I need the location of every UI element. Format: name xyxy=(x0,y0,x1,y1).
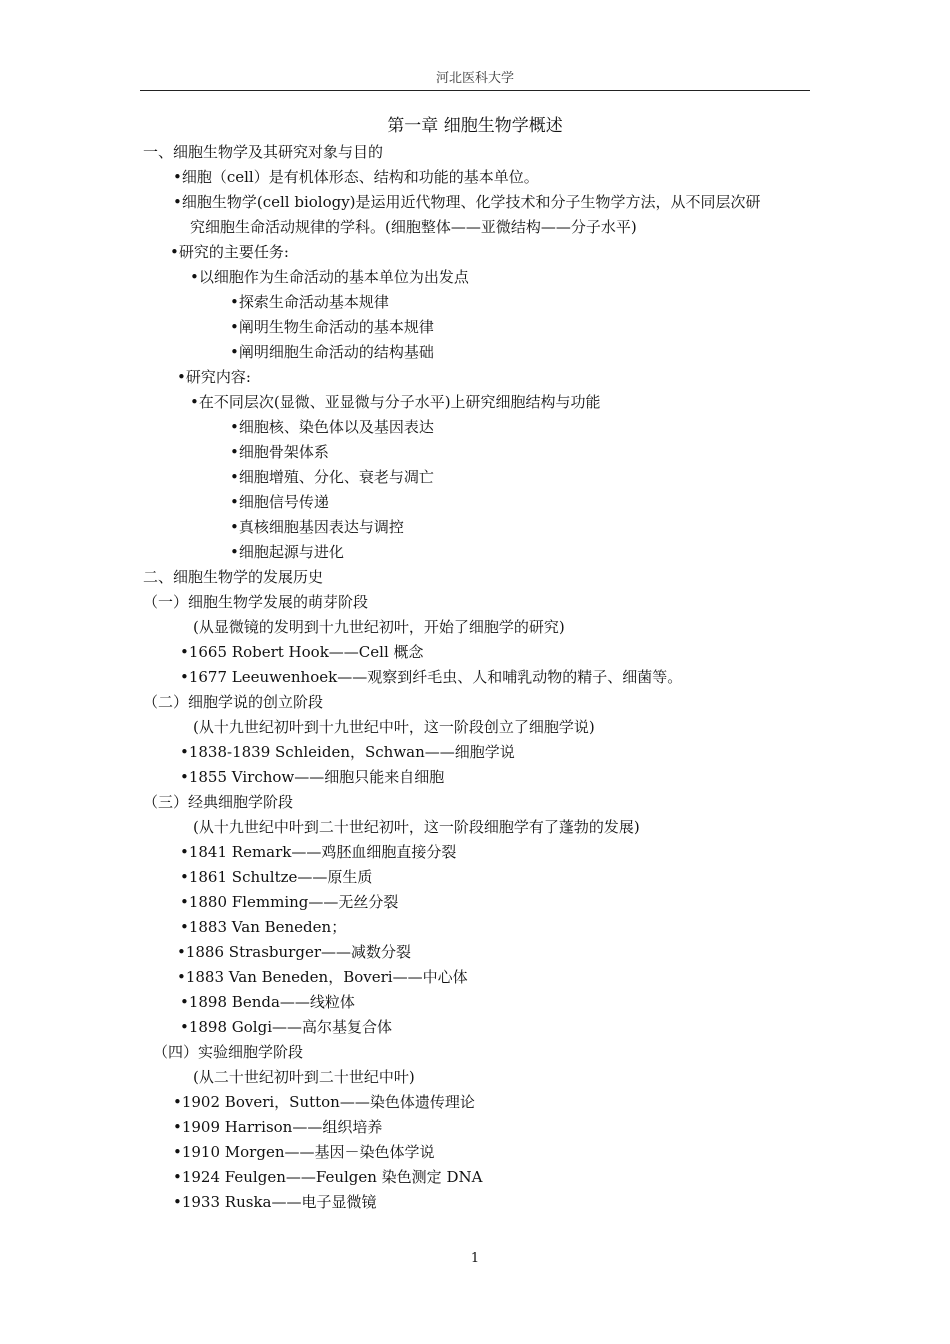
list-item: •探索生命活动基本规律 xyxy=(230,293,389,311)
phase-note: (从二十世纪初叶到二十世纪中叶) xyxy=(193,1068,415,1086)
timeline-item: •1886 Strasburger——减数分裂 xyxy=(177,943,411,961)
timeline-item: •1841 Remark——鸡胚血细胞直接分裂 xyxy=(180,843,457,861)
timeline-item: •1898 Benda——线粒体 xyxy=(180,993,355,1011)
timeline-item: •1861 Schultze——原生质 xyxy=(180,868,373,886)
chapter-title: 第一章 细胞生物学概述 xyxy=(387,116,563,136)
list-item: •细胞骨架体系 xyxy=(230,443,329,461)
timeline-item: •1898 Golgi——高尔基复合体 xyxy=(180,1018,393,1036)
page-header xyxy=(140,70,810,91)
phase-note: (从十九世纪初叶到十九世纪中叶，这一阶段创立了细胞学说) xyxy=(193,718,595,736)
tasks-label: •研究的主要任务: xyxy=(170,243,289,261)
timeline-item: •1902 Boveri，Sutton——染色体遗传理论 xyxy=(173,1093,475,1111)
timeline-item: •1883 Van Beneden； xyxy=(180,918,347,936)
list-item: •阐明生物生命活动的基本规律 xyxy=(230,318,434,336)
timeline-item: •1677 Leeuwenhoek——观察到纤毛虫、人和哺乳动物的精子、细菌等。 xyxy=(180,668,683,686)
timeline-item: •1883 Van Beneden，Boveri——中心体 xyxy=(177,968,468,986)
content-label: •研究内容: xyxy=(177,368,251,386)
timeline-item: •1665 Robert Hook——Cell 概念 xyxy=(180,643,424,661)
list-item: •细胞信号传递 xyxy=(230,493,329,511)
phase-heading: （二）细胞学说的创立阶段 xyxy=(143,693,324,711)
bullet-item: •细胞生物学(cell biology)是运用近代物理、化学技术和分子生物学方法，从不同层次研 xyxy=(173,193,761,211)
timeline-item: •1855 Virchow——细胞只能来自细胞 xyxy=(180,768,445,786)
list-item: •真核细胞基因表达与调控 xyxy=(230,518,404,536)
list-item: •阐明细胞生命活动的结构基础 xyxy=(230,343,434,361)
list-item: •细胞起源与进化 xyxy=(230,543,344,561)
phase-note: (从显微镜的发明到十九世纪初叶，开始了细胞学的研究) xyxy=(193,618,565,636)
bullet-continuation: 究细胞生命活动规律的学科。(细胞整体——亚微结构——分子水平) xyxy=(190,218,637,236)
list-item: •细胞核、染色体以及基因表达 xyxy=(230,418,434,436)
timeline-item: •1910 Morgen——基因－染色体学说 xyxy=(173,1143,435,1161)
timeline-item: •1933 Ruska——电子显微镜 xyxy=(173,1193,377,1211)
timeline-item: •1880 Flemming——无丝分裂 xyxy=(180,893,399,911)
phase-heading: （一）细胞生物学发展的萌芽阶段 xyxy=(143,593,369,611)
phase-heading: （三）经典细胞学阶段 xyxy=(143,793,294,811)
list-item: •细胞增殖、分化、衰老与凋亡 xyxy=(230,468,434,486)
page-number: 1 xyxy=(470,1251,480,1266)
timeline-item: •1909 Harrison——组织培养 xyxy=(173,1118,383,1136)
timeline-item: •1924 Feulgen——Feulgen 染色测定 DNA xyxy=(173,1168,483,1186)
section-heading: 二、细胞生物学的发展历史 xyxy=(143,568,324,586)
tasks-sub: •以细胞作为生命活动的基本单位为出发点 xyxy=(190,268,469,286)
timeline-item: •1838-1839 Schleiden，Schwan——细胞学说 xyxy=(180,743,515,761)
phase-heading: （四）实验细胞学阶段 xyxy=(153,1043,304,1061)
section-heading: 一、细胞生物学及其研究对象与目的 xyxy=(143,143,384,161)
header-org-name: 河北医科大学 xyxy=(435,71,514,86)
phase-note: (从十九世纪中叶到二十世纪初叶，这一阶段细胞学有了蓬勃的发展) xyxy=(193,818,640,836)
content-sub: •在不同层次(显微、亚显微与分子水平)上研究细胞结构与功能 xyxy=(190,393,601,411)
bullet-item: •细胞（cell）是有机体形态、结构和功能的基本单位。 xyxy=(173,168,539,186)
